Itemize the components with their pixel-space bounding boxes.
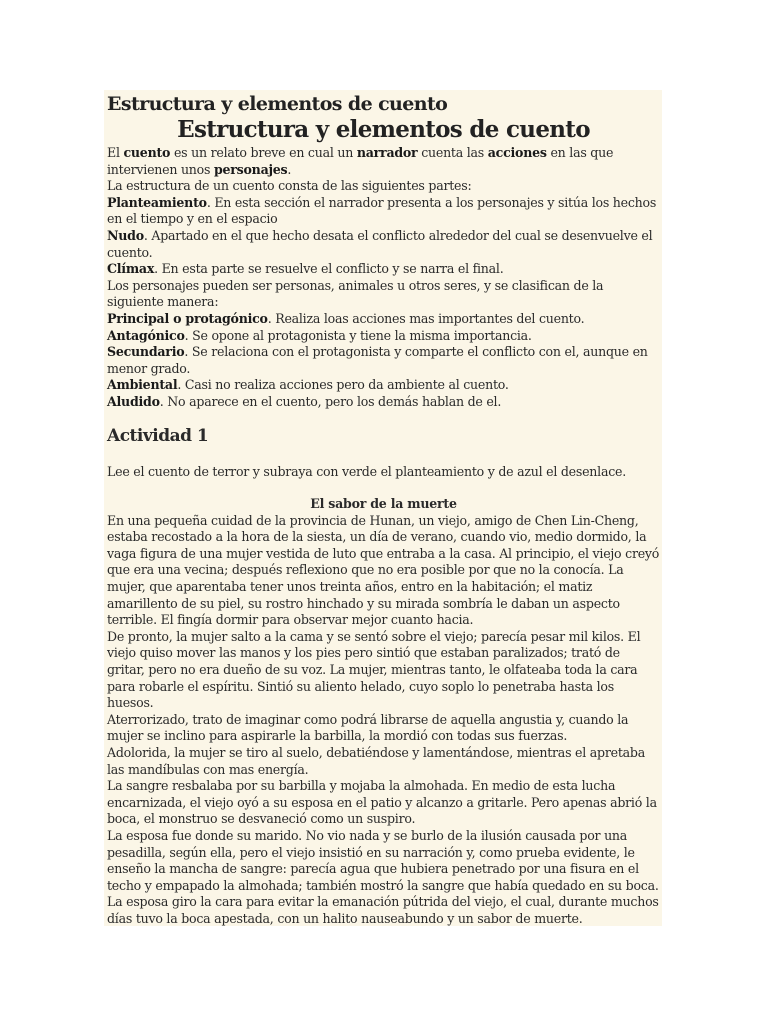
story-paragraph: Adolorida, la mujer se tiro al suelo, debatiéndose y lamentándose, mientras el apretaba las mandíbulas con mas energía. xyxy=(107,745,645,777)
character-text: . Se opone al protagonista y tiene la misma importancia. xyxy=(184,327,532,343)
activity-instruction: Lee el cuento de terror y subraya con verde el planteamiento y de azul el desenlace. xyxy=(107,463,626,479)
character-term: Antagónico xyxy=(107,327,185,343)
character-text: . Se relaciona con el protagonista y comparte el conflicto con el, aunque en menor grado. xyxy=(107,344,648,376)
story-paragraph: En una pequeña cuidad de la provincia de Hunan, un viejo, amigo de Chen Lin-Cheng, estaba recostado a la hora de la siesta, un día de verano, cuando vio, medio dormido, la vaga figura de una mujer vestida de luto que entraba a la casa. Al principio, el viejo creyó que era una vecina; después reflexiono que no era posible por que no la conocía. La mujer, que aparentaba tener unos treinta años, entro en la habitación; el matiz amarillento de su piel, su rostro hinchado y su mirada sombría le daban un aspecto terrible. El fingía dormir para observar mejor cuanto hacia. xyxy=(107,512,660,628)
character-item xyxy=(107,311,660,328)
character-term: Ambiental xyxy=(107,377,178,393)
character-text: . No aparece en el cuento, pero los demás hablan de el. xyxy=(159,393,502,409)
characters-lead: Los personajes pueden ser personas, animales u otros seres, y se clasifican de la siguiente manera: xyxy=(107,277,604,310)
part-item xyxy=(107,228,660,261)
term-acciones: acciones xyxy=(487,145,547,160)
character-item xyxy=(107,377,660,394)
activity-heading: Actividad 1 xyxy=(107,425,209,446)
page-title: Estructura y elementos de cuento xyxy=(107,93,448,115)
part-text: . En esta parte se resuelve el conflicto y se narra el final. xyxy=(154,261,504,277)
intro-text: . xyxy=(287,161,292,177)
part-term: Planteamiento xyxy=(107,194,207,210)
term-cuento: cuento xyxy=(123,145,171,160)
character-item xyxy=(107,394,660,411)
character-item xyxy=(107,328,660,345)
part-item xyxy=(107,261,660,278)
story-paragraph: Aterrorizado, trato de imaginar como podrá librarse de aquella angustia y, cuando la mujer se inclino para aspirarle la barbilla, la mordió con todas sus fuerzas. xyxy=(107,711,629,744)
part-term: Clímax xyxy=(107,261,155,277)
story-title: El sabor de la muerte xyxy=(310,496,457,512)
story-paragraph: De pronto, la mujer salto a la cama y se sentó sobre el viejo; parecía pesar mil kilos. El viejo quiso mover las manos y los pies pero sintió que estaban paralizados; trató de gritar, pero no era dueño de su voz. La mujer, mientras tanto, le olfateaba toda la cara para robarle el espíritu. Sintió su aliento helado, cuyo soplo lo penetraba hasta los huesos. xyxy=(107,628,641,711)
intro-text: cuenta las xyxy=(417,145,488,160)
intro-paragraph xyxy=(107,145,660,178)
document-page xyxy=(104,90,662,926)
structure-lead: La estructura de un cuento consta de las siguientes partes: xyxy=(107,178,472,194)
intro-text: en las que intervienen unos xyxy=(107,145,614,177)
part-text: . En esta sección el narrador presenta a los personajes y sitúa los hechos en el tiempo y en el espacio xyxy=(107,194,657,227)
character-term: Principal o protagónico xyxy=(107,310,268,326)
character-item xyxy=(107,344,660,377)
character-text: . Casi no realiza acciones pero da ambiente al cuento. xyxy=(177,377,509,393)
character-text: . Realiza loas acciones mas importantes del cuento. xyxy=(267,310,585,326)
document-title: Estructura y elementos de cuento xyxy=(177,116,590,143)
part-item xyxy=(107,195,660,228)
part-term: Nudo xyxy=(107,227,144,243)
story-paragraph: La sangre resbalaba por su barbilla y mojaba la almohada. En medio de esta lucha encarnizada, el viejo oyó a su esposa en el patio y alcanzo a gritarle. Pero apenas abrió la boca, el monstruo se desvaneció como un suspiro. xyxy=(107,778,657,827)
intro-text: es un relato breve en cual un xyxy=(170,145,357,160)
story-paragraph: La esposa fue donde su marido. No vio nada y se burlo de la ilusión causada por una pesadilla, según ella, pero el viejo insistió en su narración y, como prueba evidente, le enseño la mancha de sangre: parecía agua que hubiera penetrado por una fisura en el techo y empapado la almohada; también mostró la sangre que había quedado en su boca. La esposa giro la cara para evitar la emanación pútrida del viejo, el cual, durante muchos días tuvo la boca apestada, con un halito nauseabundo y un sabor de muerte. xyxy=(107,827,659,926)
term-narrador: narrador xyxy=(356,145,418,160)
character-term: Aludido xyxy=(107,393,160,409)
intro-text: El xyxy=(107,145,124,160)
character-term: Secundario xyxy=(107,344,185,360)
part-text: . Apartado en el que hecho desata el conflicto alrededor del cual se desenvuelve el cuento. xyxy=(107,227,653,260)
term-personajes: personajes xyxy=(213,161,288,177)
